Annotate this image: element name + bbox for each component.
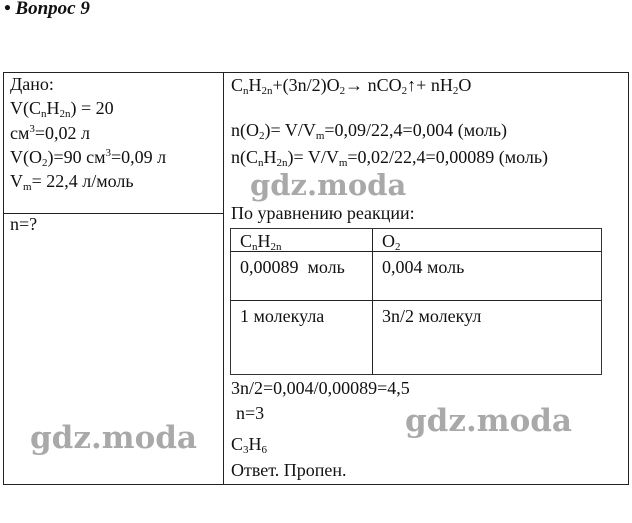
proportion-row1-left: 0,00089 моль [240,257,345,277]
given-line-4: $V_m= 22,4$ л/моль [10,171,134,193]
watermark-bottom-left: gdz.moda [30,420,198,456]
proportion-header-left: $C_nH_{2n}$ [240,231,282,253]
given-line-3: $V(O_2)=90$ $см^3=0,09$ л [10,147,167,169]
moles-alkene: $n(C_nH_{2n})= V/V_m=0,02/22,4=0,00089$ (моль) [231,147,549,169]
moles-o2: $n(O_2)= V/V_m=0,09/22,4=0,004$ (моль) [231,120,508,142]
reaction-equation: $C_nH_{2n}+(3n/2)O_2\to$ nCO$_2$↑+ $nH_2O$ [231,75,472,97]
answer-line: Ответ. Пропен. [231,460,347,480]
given-line-2: $см^3=0,02$ л [10,123,91,143]
question-heading: • Вопрос 9 [4,0,90,19]
watermark-bottom-right: gdz.moda [405,403,573,439]
proportion-header-divider [231,251,601,252]
column-divider [223,73,224,484]
find-text: n=? [10,214,38,234]
proportion-header-right: $O_2$ [382,231,401,253]
watermark-center: gdz.moda [250,168,407,202]
proportion-row2-right: 3n/2 молекул [382,306,482,326]
given-label: Дано: [10,74,54,94]
proportion-row2-left: 1 молекула [240,306,325,326]
ratio-line: 3n/2=0,004/0,00089=4,5 [231,378,410,398]
proportion-row-divider [231,300,601,301]
n-value: n=3 [236,403,265,423]
given-line-1: $V(C_nH_{2n}) = 20$ [10,98,114,120]
by-equation-text: По уравнению реакции: [231,203,415,223]
formula-line: $C_3H_6$ [231,434,268,456]
proportion-row1-right: 0,004 моль [382,257,465,277]
proportion-table [230,228,602,375]
